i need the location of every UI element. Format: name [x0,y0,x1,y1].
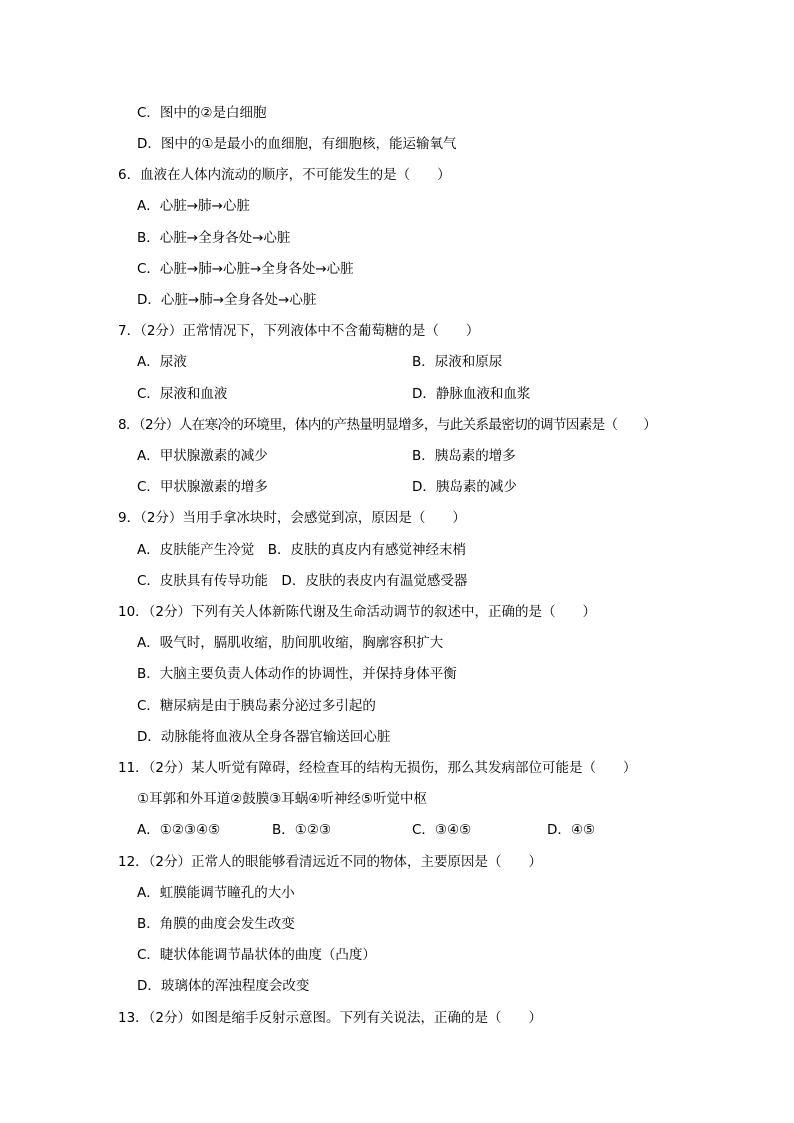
question-7-stem: 7．（2分）正常情况下，下列液体中不含葡萄糖的是（ ） [118,323,480,339]
q12-option-a: A．虹膜能调节瞳孔的大小 [137,885,295,901]
q11-option-a: A．①②③④⑤ [137,822,221,838]
question-10-stem: 10．（2分）下列有关人体新陈代谢及生命活动调节的叙述中，正确的是（ ） [118,604,597,620]
question-6-stem: 6．血液在人体内流动的顺序，不可能发生的是（ ） [118,167,451,183]
q10-option-d: D．动脉能将血液从全身各器官输送回心脏 [137,729,391,745]
q8-option-a: A．甲状腺激素的减少 [137,448,268,464]
q12-option-c: C．睫状体能调节晶状体的曲度（凸度） [137,947,376,963]
question-11-stem: 11．（2分）某人听觉有障碍，经检查耳的结构无损伤，那么其发病部位可能是（ ） [118,760,637,776]
question-13-stem: 13．（2分）如图是缩手反射示意图。下列有关说法，正确的是（ ） [118,1010,543,1026]
q6-option-d: D．心脏→肺→全身各处→心脏 [137,292,317,308]
q11-option-d: D．④⑤ [547,822,596,838]
question-8-stem: 8．（2分）人在寒冷的环境里，体内的产热量明显增多，与此关系最密切的调节因素是（ ） [118,417,657,433]
q6-option-c: C．心脏→肺→心脏→全身各处→心脏 [137,261,354,277]
q9-options-ab: A．皮肤能产生冷觉 B．皮肤的真皮内有感觉神经末梢 [137,542,466,558]
q8-option-c: C．甲状腺激素的增多 [137,479,268,495]
q10-option-a: A．吸气时，膈肌收缩，肋间肌收缩，胸廓容积扩大 [137,635,444,651]
question-9-stem: 9．（2分）当用手拿冰块时，会感觉到凉，原因是（ ） [118,510,466,526]
q5-option-d: D．图中的①是最小的血细胞，有细胞核，能运输氧气 [137,136,457,152]
question-12-stem: 12．（2分）正常人的眼能够看清远近不同的物体，主要原因是（ ） [118,854,543,870]
q5-option-c: C．图中的②是白细胞 [137,105,267,121]
q12-option-b: B．角膜的曲度会发生改变 [137,916,295,932]
q11-option-b: B．①②③ [272,822,332,838]
q7-option-c: C．尿液和血液 [137,386,228,402]
q12-option-d: D．玻璃体的浑浊程度会改变 [137,978,310,994]
q11-parts-list: ①耳郭和外耳道②鼓膜③耳蜗④听神经⑤听觉中枢 [137,791,428,807]
q10-option-b: B．大脑主要负责人体动作的协调性，并保持身体平衡 [137,666,457,682]
q10-option-c: C．糖尿病是由于胰岛素分泌过多引起的 [137,698,376,714]
q8-option-d: D．胰岛素的减少 [412,479,517,495]
q11-option-c: C．③④⑤ [412,822,472,838]
q6-option-b: B．心脏→全身各处→心脏 [137,230,291,246]
q7-option-d: D．静脉血液和血浆 [412,386,531,402]
q7-option-b: B．尿液和原尿 [412,354,503,370]
q8-option-b: B．胰岛素的增多 [412,448,516,464]
q9-options-cd: C．皮肤具有传导功能 D．皮肤的表皮内有温觉感受器 [137,573,468,589]
q6-option-a: A．心脏→肺→心脏 [137,198,250,214]
q7-option-a: A．尿液 [137,354,187,370]
